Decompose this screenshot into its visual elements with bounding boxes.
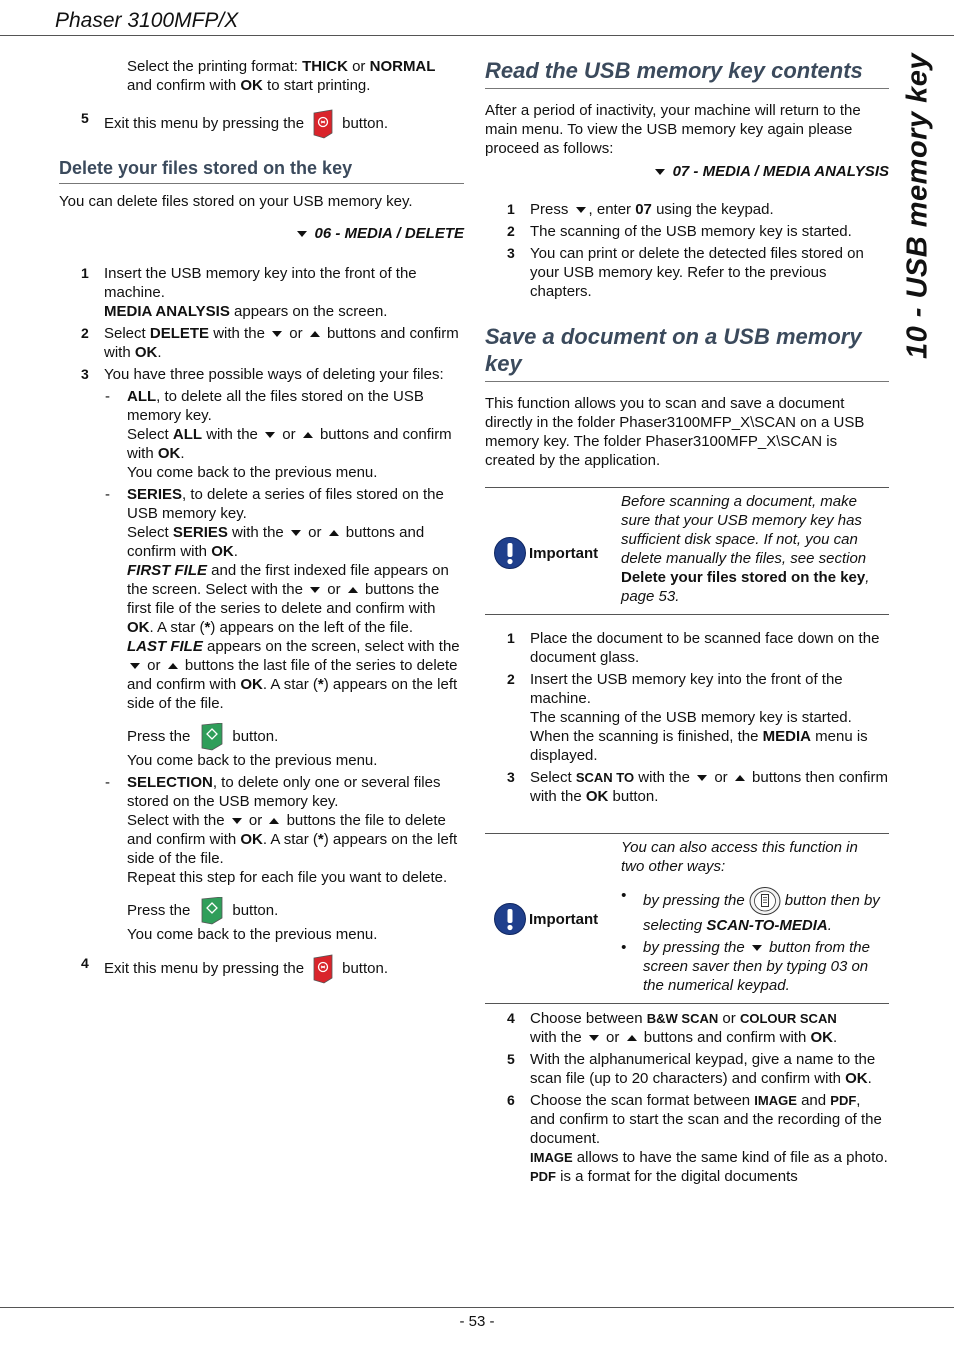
save-step-5: 5 With the alphanumerical keypad, give a name to the scan file (up to 20 characters) and confirm with OK.	[507, 1051, 876, 1087]
exclamation-icon	[493, 902, 527, 936]
down-arrow-icon	[130, 663, 140, 669]
important-label: Important	[493, 902, 598, 936]
ok-button-icon	[198, 897, 224, 925]
down-arrow-icon	[272, 331, 282, 337]
save-step-1: 1 Place the document to be scanned face down on the document glass.	[507, 630, 880, 666]
delete-step-2: 2 Select DELETE with the or buttons and confirm with OK.	[81, 325, 459, 361]
header-divider	[0, 35, 954, 36]
up-arrow-icon	[168, 663, 178, 669]
down-arrow-icon	[232, 818, 242, 824]
up-arrow-icon	[735, 775, 745, 781]
read-step-2: 2 The scanning of the USB memory key is started.	[507, 223, 852, 240]
down-arrow-icon	[297, 231, 307, 237]
read-heading: Read the USB memory key contents	[485, 57, 889, 89]
important-label: Important	[493, 536, 598, 570]
down-arrow-icon	[265, 432, 275, 438]
save-step-6: 6 Choose the scan format between IMAGE and PDF, and confirm to start the scan and the recording of the document. IMAGE allows to have the same kind of file as a photo. PDF is a format for the digital documents	[507, 1092, 888, 1185]
option-series: - SERIES, to delete a series of files stored on the USB memory key. Select SERIES with the or buttons and confirm with OK. FIRST FILE and the first indexed file appears on the screen. Select with the or buttons the first file of the series to delete and confirm with OK. A star (*) appears on the left of the file. LAST FILE appears on the screen, select with the or buttons the last file of the series to delete and confirm with OK. A star (*) appears on the left side of the file. Press the button. You come back to the previous menu.	[105, 486, 460, 769]
option-selection: - SELECTION, to delete only one or several files stored on the USB memory key. Select with the or buttons the file to delete and confirm with OK. A star (*) appears on the left side of the file. Repeat this step for each file you want to delete. Press the button. You come back to the previous menu.	[105, 774, 458, 943]
down-arrow-icon	[291, 530, 301, 536]
read-menu-path: 07 - MEDIA / MEDIA ANALYSIS	[485, 162, 889, 181]
page-number: - 53 -	[459, 1313, 495, 1330]
right-column	[485, 57, 889, 1186]
up-arrow-icon	[303, 432, 313, 438]
scan-button-icon	[749, 886, 781, 916]
delete-menu-path: 06 - MEDIA / DELETE	[59, 224, 464, 243]
down-arrow-icon	[697, 775, 707, 781]
up-arrow-icon	[348, 587, 358, 593]
save-heading: Save a document on a USB memory key	[485, 323, 889, 382]
printing-format-text: Select the printing format: THICK or NORMAL and confirm with OK to start printing.	[127, 58, 436, 94]
delete-step-4: 4 Exit this menu by pressing the button.	[59, 954, 464, 984]
important-note-2	[485, 833, 889, 1004]
bullet-scan-button: • by pressing the button then by selecting SCAN-TO-MEDIA.	[621, 887, 880, 934]
option-all: - ALL, to delete all the files stored on the USB memory key. Select ALL with the or buttons and confirm with OK. You come back to the previous menu.	[105, 388, 452, 481]
down-arrow-icon	[310, 587, 320, 593]
down-arrow-icon	[589, 1035, 599, 1041]
up-arrow-icon	[269, 818, 279, 824]
up-arrow-icon	[329, 530, 339, 536]
save-step-4: 4 Choose between B&W SCAN or COLOUR SCAN with the or buttons and confirm with OK.	[507, 1010, 838, 1046]
important-note-1	[485, 487, 889, 615]
down-arrow-icon	[576, 207, 586, 213]
save-step-3: 3 Select SCAN TO with the or buttons then confirm with the OK button.	[507, 769, 888, 805]
delete-step-3: 3 You have three possible ways of deleting your files:	[81, 366, 444, 383]
read-step-1: 1 Press , enter 07 using the keypad.	[507, 201, 774, 218]
chapter-tab-label: 10 - USB memory key	[901, 52, 934, 360]
up-arrow-icon	[310, 331, 320, 337]
step-5: 5 Exit this menu by pressing the button.	[59, 109, 464, 139]
bullet-down-button: • by pressing the button from the screen saver then by typing 03 on the numerical keypad.	[621, 939, 870, 994]
exclamation-icon	[493, 536, 527, 570]
ok-button-icon	[198, 723, 224, 751]
important-note-2-text: You can also access this function in two other ways: • by pressing the button then by selecting SCAN-TO-MEDIA. • by pressing the button from the screen saver then by typing 03 on the numerical keypad.	[621, 839, 880, 994]
save-intro: This function allows you to scan and save a document directly in the folder Phaser3100MFP_X\SCAN on a USB memory key. The folder Phaser3100MFP_X\SCAN is created by the application.	[485, 395, 865, 469]
delete-step-1: 1 Insert the USB memory key into the front of the machine. MEDIA ANALYSIS appears on the screen.	[81, 265, 417, 320]
important-note-1-text: Before scanning a document, make sure that your USB memory key has sufficient disk space. If not, you can delete manually the files, see section Delete your files stored on the key, page 53.	[621, 493, 870, 605]
delete-intro: You can delete files stored on your USB memory key.	[59, 193, 413, 210]
chapter-tab	[898, 52, 938, 360]
read-intro: After a period of inactivity, your machine will return to the main menu. To view the USB memory key again please proceed as follows:	[485, 102, 861, 157]
save-step-2: 2 Insert the USB memory key into the front of the machine. The scanning of the USB memory key is started. When the scanning is finished, the MEDIA menu is displayed.	[507, 671, 868, 764]
stop-button-icon	[312, 954, 334, 984]
footer-divider	[0, 1307, 954, 1308]
down-arrow-icon	[655, 169, 665, 175]
header-title: Phaser 3100MFP/X	[55, 9, 239, 32]
stop-button-icon	[312, 109, 334, 139]
down-arrow-icon	[752, 945, 762, 951]
up-arrow-icon	[627, 1035, 637, 1041]
delete-heading: Delete your files stored on the key	[59, 157, 464, 184]
left-column	[59, 57, 464, 984]
read-step-3: 3 You can print or delete the detected files stored on your USB memory key. Refer to the previous chapters.	[507, 245, 864, 300]
